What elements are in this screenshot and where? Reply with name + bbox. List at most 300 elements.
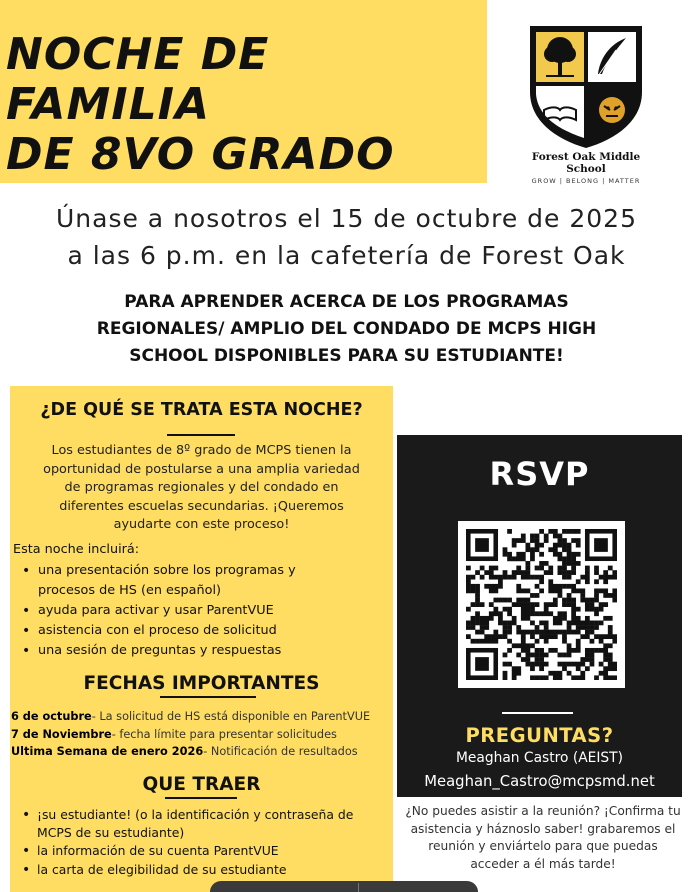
qr-module xyxy=(493,607,498,612)
qr-module xyxy=(548,611,553,616)
qr-module xyxy=(603,671,608,676)
qr-module xyxy=(471,625,476,630)
qr-module xyxy=(548,648,553,653)
qr-module xyxy=(539,611,544,616)
qr-module xyxy=(548,588,553,593)
qr-module xyxy=(585,570,590,575)
date-text: - Notificación de resultados xyxy=(203,745,358,758)
qr-module xyxy=(585,602,590,607)
qr-module xyxy=(475,584,480,589)
qr-module xyxy=(516,570,521,575)
note-line: ¿No puedes asistir a la reunión? ¡Confirma tu xyxy=(405,804,681,818)
qr-module xyxy=(507,598,512,603)
qr-module xyxy=(599,648,604,653)
qr-module xyxy=(493,639,498,644)
qr-module xyxy=(503,598,508,603)
qr-module xyxy=(603,634,608,639)
qr-module xyxy=(599,607,604,612)
qr-module xyxy=(539,552,544,557)
event-location-line: a las 6 p.m. en la cafetería de Forest Oak xyxy=(67,241,626,270)
qr-module xyxy=(544,538,549,543)
event-date-line: Únase a nosotros el 15 de octubre de 2025 xyxy=(55,204,637,233)
qr-finder-pattern xyxy=(475,538,489,552)
qr-module xyxy=(558,616,563,621)
qr-module xyxy=(608,653,613,658)
qr-module xyxy=(558,538,563,543)
qr-module xyxy=(516,653,521,658)
bring-list xyxy=(10,806,386,879)
qr-module xyxy=(567,598,572,603)
qr-module xyxy=(512,616,517,621)
qr-module xyxy=(516,671,521,676)
qr-module xyxy=(580,621,585,626)
qr-module xyxy=(603,593,608,598)
qr-module xyxy=(535,630,540,635)
qr-module xyxy=(466,579,471,584)
qr-module xyxy=(489,566,494,571)
qr-module xyxy=(580,675,585,680)
qr-module xyxy=(530,634,535,639)
qr-module xyxy=(590,653,595,658)
rsvp-divider xyxy=(502,712,573,714)
qr-module xyxy=(548,671,553,676)
qr-module xyxy=(516,556,521,561)
qr-module xyxy=(498,579,503,584)
qr-module xyxy=(553,671,558,676)
qr-module xyxy=(535,657,540,662)
what-line: de programas regionales y del condado en xyxy=(64,480,339,495)
qr-module xyxy=(594,588,599,593)
qr-module xyxy=(585,579,590,584)
qr-module xyxy=(548,529,553,534)
qr-module xyxy=(530,575,535,580)
qr-module xyxy=(603,643,608,648)
qr-module xyxy=(535,584,540,589)
qr-module xyxy=(525,607,530,612)
qr-module xyxy=(539,579,544,584)
qr-module xyxy=(525,657,530,662)
qr-module xyxy=(507,648,512,653)
qr-module xyxy=(603,575,608,580)
contact-name: Meaghan Castro (AEIST) xyxy=(456,750,623,766)
qr-module xyxy=(558,556,563,561)
qr-module xyxy=(525,575,530,580)
qr-module xyxy=(525,616,530,621)
qr-module xyxy=(507,630,512,635)
qr-module xyxy=(516,625,521,630)
qr-module xyxy=(585,575,590,580)
qr-module xyxy=(503,575,508,580)
qr-module xyxy=(599,575,604,580)
qr-module xyxy=(530,538,535,543)
qr-module xyxy=(512,570,517,575)
qr-module xyxy=(471,575,476,580)
what-line: Los estudiantes de 8º grado de MCPS tienen la xyxy=(51,443,352,458)
qr-module xyxy=(544,602,549,607)
qr-module xyxy=(535,653,540,658)
date-text: - La solicitud de HS está disponible en ParentVUE xyxy=(91,710,371,723)
qr-module xyxy=(558,653,563,658)
qr-module xyxy=(580,625,585,630)
qr-module xyxy=(507,552,512,557)
qr-module xyxy=(580,593,585,598)
school-logo xyxy=(516,22,656,185)
qr-module xyxy=(521,639,526,644)
qr-module xyxy=(535,602,540,607)
qr-module xyxy=(535,593,540,598)
qr-module xyxy=(503,662,508,667)
qr-module xyxy=(548,634,553,639)
qr-module xyxy=(503,570,508,575)
qr-module xyxy=(562,543,567,548)
qr-module xyxy=(562,556,567,561)
qr-module xyxy=(512,556,517,561)
qr-module xyxy=(558,593,563,598)
qr-module xyxy=(594,625,599,630)
qr-module xyxy=(562,575,567,580)
qr-module xyxy=(480,625,485,630)
qr-module xyxy=(539,561,544,566)
qr-module xyxy=(521,607,526,612)
qr-module xyxy=(580,662,585,667)
questions-heading: PREGUNTAS? xyxy=(465,724,614,747)
qr-module xyxy=(525,611,530,616)
qr-module xyxy=(521,575,526,580)
qr-module xyxy=(585,630,590,635)
qr-module xyxy=(535,675,540,680)
qr-module xyxy=(585,607,590,612)
qr-module xyxy=(507,625,512,630)
qr-module xyxy=(521,602,526,607)
qr-module xyxy=(507,611,512,616)
toolbar-divider xyxy=(358,883,359,892)
qr-module xyxy=(567,547,572,552)
qr-module xyxy=(562,561,567,566)
qr-module xyxy=(498,598,503,603)
qr-module xyxy=(525,547,530,552)
qr-module xyxy=(562,570,567,575)
qr-module xyxy=(493,611,498,616)
what-divider xyxy=(167,434,235,436)
qr-module xyxy=(590,657,595,662)
school-motto: GROW | BELONG | MATTER xyxy=(531,177,641,185)
qr-module xyxy=(585,566,590,571)
qr-module xyxy=(612,639,617,644)
qr-module xyxy=(553,648,558,653)
qr-module xyxy=(516,602,521,607)
qr-module xyxy=(539,666,544,671)
qr-module xyxy=(535,534,540,539)
qr-module xyxy=(503,653,508,658)
qr-module xyxy=(544,561,549,566)
qr-module xyxy=(576,666,581,671)
qr-module xyxy=(599,621,604,626)
qr-module xyxy=(608,643,613,648)
qr-module xyxy=(512,602,517,607)
qr-module xyxy=(585,598,590,603)
qr-module xyxy=(503,671,508,676)
qr-module xyxy=(525,643,530,648)
qr-module xyxy=(507,575,512,580)
qr-module xyxy=(471,588,476,593)
what-line: oportunidad de postularse a una amplia variedad xyxy=(43,461,360,477)
qr-module xyxy=(590,630,595,635)
qr-module xyxy=(466,625,471,630)
qr-module xyxy=(567,561,572,566)
qr-module xyxy=(535,575,540,580)
qr-module xyxy=(503,634,508,639)
qr-module xyxy=(562,566,567,571)
qr-module xyxy=(553,552,558,557)
qr-code-icon xyxy=(466,529,617,680)
list-item: • una presentación sobre los programas y xyxy=(38,561,390,581)
qr-module xyxy=(544,570,549,575)
qr-module xyxy=(544,634,549,639)
qr-module xyxy=(535,639,540,644)
rsvp-qr-code[interactable] xyxy=(458,521,625,688)
qr-module xyxy=(603,570,608,575)
qr-module xyxy=(608,566,613,571)
qr-module xyxy=(576,588,581,593)
qr-module xyxy=(471,639,476,644)
qr-module xyxy=(567,584,572,589)
qr-module xyxy=(603,602,608,607)
qr-module xyxy=(576,529,581,534)
qr-module xyxy=(553,630,558,635)
qr-module xyxy=(539,648,544,653)
list-item-continuation: MCPS de su estudiante) xyxy=(37,825,185,841)
qr-module xyxy=(558,584,563,589)
qr-module xyxy=(503,630,508,635)
qr-module xyxy=(516,666,521,671)
qr-module xyxy=(567,575,572,580)
qr-module xyxy=(590,662,595,667)
qr-module xyxy=(466,584,471,589)
qr-module xyxy=(530,643,535,648)
what-line: ayudarte con este proceso! xyxy=(113,517,290,532)
qr-module xyxy=(498,621,503,626)
qr-module xyxy=(544,653,549,658)
qr-module xyxy=(590,648,595,653)
qr-module xyxy=(521,556,526,561)
header-banner xyxy=(0,0,487,183)
qr-module xyxy=(539,588,544,593)
purpose-line-2: REGIONALES/ AMPLIO DEL CONDADO DE MCPS HIGH xyxy=(96,319,597,339)
dates-underline xyxy=(160,696,256,698)
qr-module xyxy=(530,547,535,552)
qr-module xyxy=(539,543,544,548)
qr-module xyxy=(553,588,558,593)
rsvp-panel xyxy=(397,435,682,797)
qr-module xyxy=(599,634,604,639)
purpose-line-3: SCHOOL DISPONIBLES PARA SU ESTUDIANTE! xyxy=(129,346,564,366)
list-item: • ¡su estudiante! (o la identificación y contraseña de xyxy=(37,806,386,824)
qr-module xyxy=(567,529,572,534)
qr-module xyxy=(590,621,595,626)
qr-module xyxy=(475,598,480,603)
qr-module xyxy=(612,593,617,598)
qr-module xyxy=(567,625,572,630)
qr-module xyxy=(608,616,613,621)
qr-module xyxy=(466,634,471,639)
qr-module xyxy=(512,643,517,648)
qr-module xyxy=(567,648,572,653)
school-name: Forest Oak Middle School xyxy=(531,151,641,175)
qr-module xyxy=(599,671,604,676)
qr-module xyxy=(585,634,590,639)
qr-module xyxy=(567,570,572,575)
qr-module xyxy=(585,653,590,658)
qr-module xyxy=(594,598,599,603)
qr-module xyxy=(553,584,558,589)
qr-module xyxy=(571,570,576,575)
qr-module xyxy=(525,648,530,653)
qr-module xyxy=(603,648,608,653)
qr-module xyxy=(530,630,535,635)
qr-module xyxy=(562,547,567,552)
qr-module xyxy=(576,630,581,635)
qr-module xyxy=(493,584,498,589)
qr-module xyxy=(507,607,512,612)
qr-module xyxy=(525,630,530,635)
title-line-1: NOCHE DE FAMILIA xyxy=(6,29,270,130)
qr-module xyxy=(498,616,503,621)
qr-module xyxy=(480,602,485,607)
qr-module xyxy=(498,634,503,639)
qr-module xyxy=(612,666,617,671)
qr-module xyxy=(548,566,553,571)
qr-module xyxy=(558,621,563,626)
date-label: 7 de Noviembre xyxy=(11,727,112,741)
qr-module xyxy=(571,538,576,543)
qr-module xyxy=(608,662,613,667)
qr-module xyxy=(576,552,581,557)
date-label: Ultima Semana de enero 2026 xyxy=(11,745,204,758)
qr-module xyxy=(562,634,567,639)
qr-module xyxy=(525,570,530,575)
qr-module xyxy=(475,611,480,616)
dates-heading: FECHAS IMPORTANTES xyxy=(83,673,320,694)
list-item: • ayuda para activar y usar ParentVUE xyxy=(38,601,390,621)
qr-module xyxy=(489,575,494,580)
qr-module xyxy=(544,611,549,616)
qr-module xyxy=(535,566,540,571)
what-heading: ¿DE QUÉ SE TRATA ESTA NOCHE? xyxy=(40,400,363,420)
qr-module xyxy=(590,598,595,603)
qr-module xyxy=(599,662,604,667)
qr-module xyxy=(567,671,572,676)
qr-module xyxy=(525,653,530,658)
qr-module xyxy=(567,552,572,557)
qr-module xyxy=(489,616,494,621)
qr-module xyxy=(535,538,540,543)
list-item: • asistencia con el proceso de solicitud xyxy=(38,621,390,641)
qr-module xyxy=(603,657,608,662)
qr-module xyxy=(521,616,526,621)
qr-module xyxy=(576,616,581,621)
qr-module xyxy=(558,534,563,539)
qr-module xyxy=(484,634,489,639)
qr-module xyxy=(571,598,576,603)
list-item: • la información de su cuenta ParentVUE xyxy=(37,842,386,860)
qr-module xyxy=(489,639,494,644)
qr-module xyxy=(585,666,590,671)
qr-module xyxy=(525,598,530,603)
qr-module xyxy=(580,657,585,662)
qr-module xyxy=(558,543,563,548)
qr-module xyxy=(544,675,549,680)
qr-module xyxy=(608,666,613,671)
qr-module xyxy=(580,598,585,603)
qr-module xyxy=(503,607,508,612)
cant-attend-note xyxy=(400,803,686,873)
contact-email-link[interactable]: Meaghan_Castro@mcpsmd.net xyxy=(424,773,655,790)
qr-module xyxy=(553,543,558,548)
qr-module xyxy=(590,639,595,644)
list-item: • una sesión de preguntas y respuestas xyxy=(38,641,390,661)
qr-module xyxy=(530,602,535,607)
qr-module xyxy=(493,588,498,593)
qr-module xyxy=(539,653,544,658)
qr-module xyxy=(585,621,590,626)
qr-module xyxy=(603,588,608,593)
note-line: acceder a él más tarde! xyxy=(470,856,616,871)
qr-module xyxy=(558,630,563,635)
qr-module xyxy=(539,630,544,635)
qr-module xyxy=(503,621,508,626)
qr-module xyxy=(571,556,576,561)
qr-module xyxy=(562,529,567,534)
qr-module xyxy=(539,634,544,639)
bring-divider xyxy=(165,797,237,799)
qr-module xyxy=(562,598,567,603)
qr-module xyxy=(548,547,553,552)
viewer-toolbar[interactable] xyxy=(210,881,478,892)
qr-module xyxy=(471,602,476,607)
qr-module xyxy=(576,625,581,630)
qr-module xyxy=(571,611,576,616)
qr-module xyxy=(530,666,535,671)
qr-module xyxy=(558,675,563,680)
qr-module xyxy=(571,584,576,589)
what-line: diferentes escuelas secundarias. ¡Queremos xyxy=(59,498,344,514)
qr-module xyxy=(544,621,549,626)
qr-module xyxy=(516,566,521,571)
qr-module xyxy=(608,634,613,639)
qr-module xyxy=(480,639,485,644)
qr-module xyxy=(475,639,480,644)
qr-module xyxy=(507,529,512,534)
qr-module xyxy=(521,630,526,635)
qr-module xyxy=(539,566,544,571)
tonight-list xyxy=(10,561,390,661)
qr-module xyxy=(571,662,576,667)
qr-module xyxy=(608,593,613,598)
qr-module xyxy=(590,602,595,607)
qr-module xyxy=(525,561,530,566)
qr-module xyxy=(489,634,494,639)
qr-module xyxy=(553,616,558,621)
qr-module xyxy=(521,648,526,653)
qr-module xyxy=(466,566,471,571)
qr-module xyxy=(512,543,517,548)
qr-module xyxy=(516,630,521,635)
qr-module xyxy=(521,534,526,539)
qr-module xyxy=(480,566,485,571)
qr-module xyxy=(580,575,585,580)
qr-module xyxy=(594,607,599,612)
qr-module xyxy=(562,630,567,635)
